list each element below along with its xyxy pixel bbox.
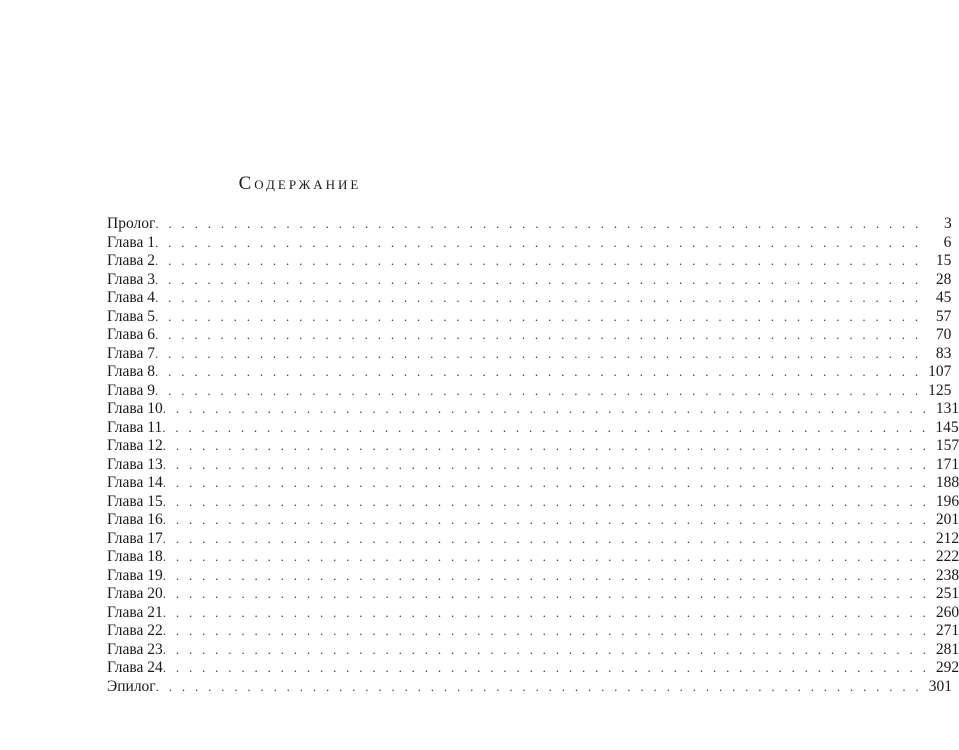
- toc-entry: [107, 603, 959, 623]
- dot-leader: . . . . . . . . . . . . . . . . . . . . . . . . . . . . . . . . . . . . . . . . . . . . . . . . . . . . . . . . . . .: [162, 419, 929, 435]
- toc-entry-label: Глава 16: [107, 511, 163, 528]
- toc-entry-page-number: 3: [943, 215, 952, 232]
- dot-leader: . . . . . . . . . . . . . . . . . . . . . . . . . . . . . . . . . . . . . . . . . . . . . . . . . . . . . . . . . . .: [155, 678, 923, 694]
- toc-entry-label: Эпилог: [107, 677, 156, 695]
- dot-leader: . . . . . . . . . . . . . . . . . . . . . . . . . . . . . . . . . . . . . . . . . . . . . . . . . . . . . . . . . . .: [162, 660, 930, 675]
- toc-entry-label: Глава 24: [107, 659, 163, 676]
- toc-entry: [107, 215, 952, 234]
- toc-entry-page-number: 70: [935, 326, 952, 343]
- toc-entry: [107, 363, 952, 382]
- toc-entry: [107, 548, 959, 567]
- table-of-contents: [107, 215, 959, 696]
- dot-leader: . . . . . . . . . . . . . . . . . . . . . . . . . . . . . . . . . . . . . . . . . . . . . . . . . . . . . . . . . . .: [162, 549, 930, 564]
- toc-entry-page-number: 201: [935, 511, 959, 528]
- toc-entry-page-number: 188: [935, 474, 959, 491]
- dot-leader: . . . . . . . . . . . . . . . . . . . . . . . . . . . . . . . . . . . . . . . . . . . . . . . . . . . . . . . . . . .: [162, 493, 930, 509]
- toc-entry: [107, 233, 952, 253]
- toc-entry: [107, 640, 959, 660]
- toc-entry-page-number: 6: [943, 233, 952, 251]
- dot-leader: . . . . . . . . . . . . . . . . . . . . . . . . . . . . . . . . . . . . . . . . . . . . . . . . . . . . . . . . . . .: [155, 234, 922, 250]
- toc-entry: [107, 400, 959, 419]
- toc-entry-page-number: 260: [935, 603, 959, 621]
- toc-entry: [107, 511, 959, 530]
- toc-entry: [107, 289, 952, 308]
- toc-entry-page-number: 107: [928, 363, 952, 380]
- toc-entry: [107, 622, 959, 641]
- toc-entry-label: Глава 5: [107, 307, 156, 325]
- toc-entry-page-number: 83: [935, 344, 952, 362]
- toc-entry-page-number: 45: [935, 289, 952, 306]
- toc-entry: [107, 418, 959, 438]
- toc-entry-label: Глава 17: [107, 529, 163, 547]
- toc-entry-page-number: 15: [935, 252, 952, 269]
- toc-entry: [107, 252, 952, 271]
- toc-entry-page-number: 292: [935, 659, 959, 676]
- toc-entry-label: Глава 22: [107, 622, 163, 639]
- dot-leader: . . . . . . . . . . . . . . . . . . . . . . . . . . . . . . . . . . . . . . . . . . . . . . . . . . . . . . . . . . .: [162, 623, 930, 638]
- toc-entry-label: Глава 21: [107, 603, 163, 621]
- toc-entry-page-number: 212: [935, 529, 959, 547]
- dot-leader: . . . . . . . . . . . . . . . . . . . . . . . . . . . . . . . . . . . . . . . . . . . . . . . . . . . . . . . . . . .: [162, 604, 930, 620]
- toc-entry-page-number: 196: [935, 492, 959, 510]
- toc-entry-page-number: 238: [935, 566, 959, 584]
- toc-entry: [107, 474, 959, 493]
- dot-leader: . . . . . . . . . . . . . . . . . . . . . . . . . . . . . . . . . . . . . . . . . . . . . . . . . . . . . . . . . . .: [162, 586, 930, 601]
- toc-entry-label: Глава 2: [107, 252, 156, 269]
- page-title: Содержание: [238, 173, 362, 194]
- dot-leader: . . . . . . . . . . . . . . . . . . . . . . . . . . . . . . . . . . . . . . . . . . . . . . . . . . . . . . . . . . .: [155, 253, 922, 268]
- dot-leader: . . . . . . . . . . . . . . . . . . . . . . . . . . . . . . . . . . . . . . . . . . . . . . . . . . . . . . . . . . .: [155, 345, 922, 361]
- dot-leader: . . . . . . . . . . . . . . . . . . . . . . . . . . . . . . . . . . . . . . . . . . . . . . . . . . . . . . . . . . .: [162, 401, 930, 416]
- toc-entry: [107, 455, 959, 475]
- dot-leader: . . . . . . . . . . . . . . . . . . . . . . . . . . . . . . . . . . . . . . . . . . . . . . . . . . . . . . . . . . .: [162, 530, 930, 546]
- toc-entry-page-number: 157: [935, 437, 959, 454]
- toc-entry-page-number: 301: [928, 677, 953, 695]
- dot-leader: . . . . . . . . . . . . . . . . . . . . . . . . . . . . . . . . . . . . . . . . . . . . . . . . . . . . . . . . . . .: [162, 641, 930, 657]
- toc-entry: [107, 677, 953, 697]
- dot-leader: . . . . . . . . . . . . . . . . . . . . . . . . . . . . . . . . . . . . . . . . . . . . . . . . . . . . . . . . . . .: [162, 512, 930, 527]
- dot-leader: . . . . . . . . . . . . . . . . . . . . . . . . . . . . . . . . . . . . . . . . . . . . . . . . . . . . . . . . . . .: [155, 364, 922, 379]
- dot-leader: . . . . . . . . . . . . . . . . . . . . . . . . . . . . . . . . . . . . . . . . . . . . . . . . . . . . . . . . . . .: [155, 308, 922, 324]
- toc-entry-page-number: 251: [935, 585, 959, 602]
- toc-entry-label: Глава 8: [107, 363, 156, 380]
- toc-entry-page-number: 131: [935, 400, 959, 417]
- toc-entry-label: Глава 9: [107, 381, 156, 399]
- toc-entry-page-number: 281: [935, 640, 959, 658]
- toc-entry-label: Глава 6: [107, 326, 156, 343]
- toc-entry: [107, 344, 952, 364]
- toc-entry-label: Глава 18: [107, 548, 163, 565]
- dot-leader: . . . . . . . . . . . . . . . . . . . . . . . . . . . . . . . . . . . . . . . . . . . . . . . . . . . . . . . . . . .: [162, 475, 930, 490]
- toc-entry: [107, 492, 959, 512]
- toc-entry-label: Глава 23: [107, 640, 163, 658]
- toc-entry: [107, 307, 952, 327]
- toc-entry-page-number: 145: [935, 418, 959, 436]
- dot-leader: . . . . . . . . . . . . . . . . . . . . . . . . . . . . . . . . . . . . . . . . . . . . . . . . . . . . . . . . . . .: [155, 382, 922, 398]
- dot-leader: . . . . . . . . . . . . . . . . . . . . . . . . . . . . . . . . . . . . . . . . . . . . . . . . . . . . . . . . . . .: [155, 216, 922, 231]
- toc-entry-label: Глава 19: [107, 566, 163, 584]
- toc-entry: [107, 326, 952, 345]
- toc-entry-page-number: 171: [935, 455, 959, 473]
- toc-entry-label: Глава 1: [107, 233, 156, 251]
- dot-leader: . . . . . . . . . . . . . . . . . . . . . . . . . . . . . . . . . . . . . . . . . . . . . . . . . . . . . . . . . . .: [155, 327, 922, 342]
- toc-entry-page-number: 222: [935, 548, 959, 565]
- toc-entry-label: Глава 20: [107, 585, 163, 602]
- toc-entry: [107, 585, 959, 604]
- toc-entry: [107, 381, 952, 401]
- toc-entry-page-number: 271: [935, 622, 959, 639]
- toc-entry: [107, 566, 959, 586]
- toc-entry-label: Глава 14: [107, 474, 163, 491]
- dot-leader: . . . . . . . . . . . . . . . . . . . . . . . . . . . . . . . . . . . . . . . . . . . . . . . . . . . . . . . . . . .: [155, 271, 922, 287]
- toc-entry-label: Глава 15: [107, 492, 163, 510]
- toc-entry-label: Глава 3: [107, 270, 156, 288]
- toc-entry: [107, 659, 959, 678]
- toc-entry: [107, 437, 959, 456]
- toc-entry-page-number: 125: [928, 381, 952, 399]
- toc-entry: [107, 529, 959, 549]
- toc-entry-label: Пролог: [107, 215, 156, 232]
- toc-entry-label: Глава 12: [107, 437, 163, 454]
- toc-entry-label: Глава 10: [107, 400, 163, 417]
- toc-entry-page-number: 57: [935, 307, 952, 325]
- toc-entry-label: Глава 11: [107, 418, 163, 436]
- toc-entry-label: Глава 13: [107, 455, 163, 473]
- toc-entry-page-number: 28: [935, 270, 952, 288]
- toc-entry: [107, 270, 952, 290]
- toc-entry-label: Глава 7: [107, 344, 156, 362]
- toc-entry-label: Глава 4: [107, 289, 156, 306]
- dot-leader: . . . . . . . . . . . . . . . . . . . . . . . . . . . . . . . . . . . . . . . . . . . . . . . . . . . . . . . . . . .: [162, 567, 930, 583]
- dot-leader: . . . . . . . . . . . . . . . . . . . . . . . . . . . . . . . . . . . . . . . . . . . . . . . . . . . . . . . . . . .: [155, 290, 922, 305]
- dot-leader: . . . . . . . . . . . . . . . . . . . . . . . . . . . . . . . . . . . . . . . . . . . . . . . . . . . . . . . . . . .: [162, 438, 930, 453]
- dot-leader: . . . . . . . . . . . . . . . . . . . . . . . . . . . . . . . . . . . . . . . . . . . . . . . . . . . . . . . . . . .: [162, 456, 930, 472]
